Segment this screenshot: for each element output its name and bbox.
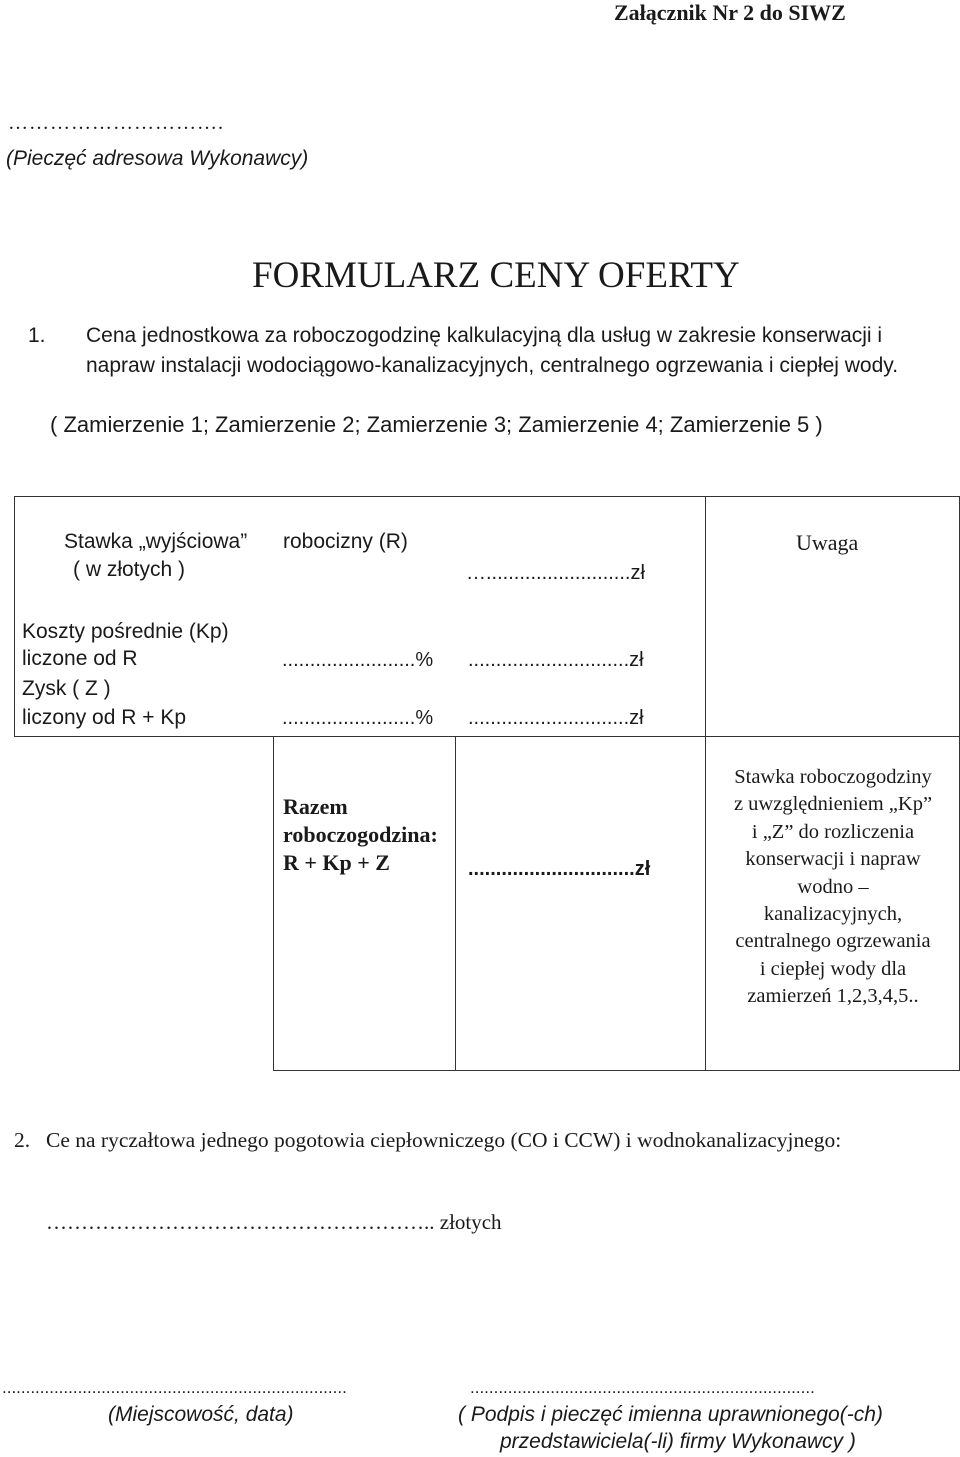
section1-line1: Cena jednostkowa za roboczogodzinę kalkulacyjną dla usług w zakresie konserwacji i	[86, 324, 883, 347]
rate-label: Stawka „wyjściowa”	[64, 530, 248, 553]
section2-text: Ce na ryczałtowa jednego pogotowia ciepłowniczego (CO i CCW) i wodnokanalizacyjnego:	[46, 1128, 842, 1152]
section1-line2: napraw instalacji wodociągowo-kanalizacyjnych, centralnego ogrzewania i ciepłej wody.	[86, 354, 899, 377]
note-line: wodno –	[797, 875, 869, 898]
table-left-border-lower	[273, 736, 274, 1070]
z-basis-label: liczony od R + Kp	[22, 706, 187, 729]
signature-dots: .........................................................................	[470, 1378, 815, 1397]
kp-percent: ........................%	[282, 649, 434, 671]
note-line: kanalizacyjnych,	[763, 903, 903, 926]
annex-label: Załącznik Nr 2 do SIWZ	[614, 0, 846, 25]
z-label: Zysk ( Z )	[22, 677, 111, 700]
amount-dots: ………………………………………………..	[46, 1210, 435, 1234]
table-mid-border	[14, 736, 960, 737]
note-line: i ciepłej wody dla	[759, 957, 907, 980]
section2-amount	[46, 1210, 502, 1235]
table-left-border-upper	[14, 496, 15, 736]
rate-label-labour: robocizny (R)	[283, 530, 408, 553]
total-formula: R + Kp + Z	[283, 850, 390, 875]
signature-caption-line2: przedstawiciela(-li) firmy Wykonawcy )	[500, 1430, 856, 1453]
note-line: konserwacji i napraw	[745, 848, 921, 871]
note-line: z uwzględnieniem „Kp”	[733, 793, 933, 816]
page-title: FORMULARZ CENY OFERTY	[252, 255, 740, 296]
z-value: .............................zł	[468, 707, 644, 729]
rate-value: …..........................zł	[466, 562, 645, 584]
section1-projects: ( Zamierzenie 1; Zamierzenie 2; Zamierzenie 3; Zamierzenie 4; Zamierzenie 5 )	[50, 412, 823, 437]
section1-number: 1.	[28, 324, 46, 347]
table-divider-value-col	[455, 736, 456, 1070]
table-bottom-border	[273, 1070, 960, 1071]
rate-label-unit: ( w złotych )	[73, 558, 186, 581]
note-line: zamierzeń 1,2,3,4,5..	[747, 985, 919, 1008]
amount-unit: złotych	[434, 1210, 502, 1234]
table-top-border	[14, 496, 960, 497]
total-label-hour: roboczogodzina:	[283, 822, 438, 847]
remark-header: Uwaga	[796, 530, 859, 555]
stamp-caption: (Pieczęć adresowa Wykonawcy)	[6, 147, 309, 170]
note-line: centralnego ogrzewania	[735, 930, 931, 953]
remark-note	[706, 764, 960, 1011]
place-date-caption: (Miejscowość, data)	[108, 1403, 294, 1426]
section2-number: 2.	[14, 1128, 31, 1152]
kp-label: Koszty pośrednie (Kp)	[22, 620, 229, 643]
total-value: ..............................zł	[468, 858, 651, 880]
z-percent: ........................%	[282, 707, 434, 729]
note-line: i „Z” do rozliczenia	[751, 820, 915, 843]
kp-value: .............................zł	[468, 649, 644, 671]
stamp-dots: ………………………….	[8, 112, 224, 134]
note-line: Stawka roboczogodziny	[734, 766, 932, 788]
kp-basis-label: liczone od R	[22, 647, 138, 670]
total-label: Razem	[283, 794, 348, 819]
place-date-dots: .........................................................................	[2, 1378, 347, 1397]
signature-caption: ( Podpis i pieczęć imienna uprawnionego(-ch)	[458, 1403, 883, 1426]
